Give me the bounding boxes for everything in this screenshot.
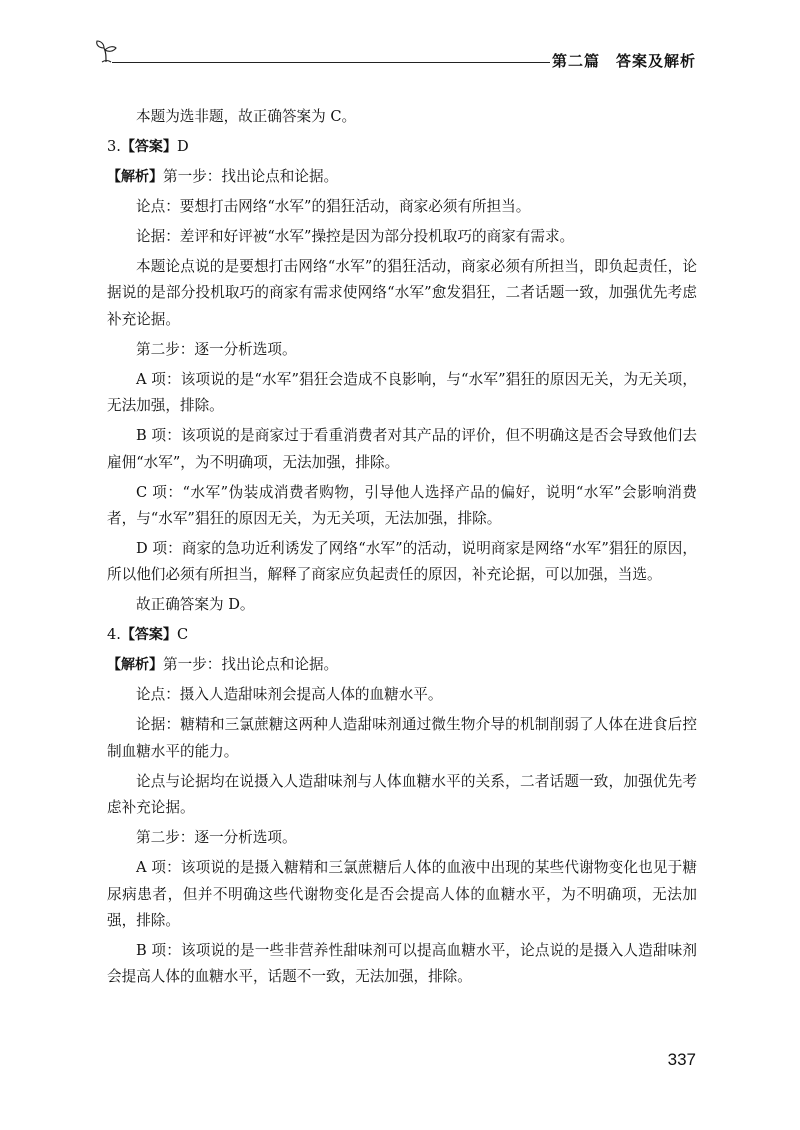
paragraph: 论据：差评和好评被“水军”操控是因为部分投机取巧的商家有需求。 <box>136 228 575 245</box>
paragraph <box>107 134 697 160</box>
paragraph: D 项：商家的急功近利诱发了网络“水军”的活动，说明商家是网络“水军”猖狂的原因，所以他们必须有所担当，解释了商家应负起责任的原因，补充论据，可以加强，当选。 <box>107 540 697 584</box>
paragraph-text: D <box>176 138 189 155</box>
paragraph: 故正确答案为 D。 <box>136 596 255 614</box>
paragraph: 论点与论据均在说摄入人造甜味剂与人体血糖水平的关系，二者话题一致，加强优先考虑补充论据。 <box>107 772 697 817</box>
question-number: 3. <box>107 138 121 155</box>
section-tag: 【答案】 <box>120 139 177 155</box>
header-rule <box>112 62 550 63</box>
page-number: 337 <box>667 1050 696 1069</box>
paragraph: A 项：该项说的是“水军”猖狂会造成不良影响，与“水军”猖狂的原因无关，为无关项，无法加强，排除。 <box>107 370 697 415</box>
paragraph: C 项：“水军”伪装成消费者购物，引导他人选择产品的偏好，说明“水军”会影响消费者，与“水军”猖狂的原因无关，为无关项，无法加强，排除。 <box>107 483 697 528</box>
page-header <box>90 38 700 72</box>
paragraph-text: 第一步：找出论点和论据。 <box>163 656 339 674</box>
paragraph: 论点：要想打击网络“水军”的猖狂活动，商家必须有所担当。 <box>136 198 531 215</box>
section-tag: 【解析】 <box>107 657 163 674</box>
section-tag: 【解析】 <box>107 169 163 185</box>
paragraph: B 项：该项说的是一些非营养性甜味剂可以提高血糖水平，论点说的是摄入人造甜味剂会提高人体的血糖水平，话题不一致，无法加强，排除。 <box>107 942 697 986</box>
paragraph: 论点：摄入人造甜味剂会提高人体的血糖水平。 <box>136 686 443 704</box>
answer-text-body <box>107 104 697 994</box>
paragraph: 第二步：逐一分析选项。 <box>136 340 297 358</box>
paragraph <box>107 164 697 190</box>
question-number: 4. <box>107 626 121 644</box>
section-tag: 【答案】 <box>120 627 177 644</box>
paragraph <box>107 652 697 678</box>
paragraph: B 项：该项说的是商家过于看重消费者对其产品的评价，但不明确这是否会导致他们去雇佣“水军”，为不明确项，无法加强，排除。 <box>107 427 697 471</box>
paragraph: A 项：该项说的是摄入糖精和三氯蔗糖后人体的血液中出现的某些代谢物变化也见于糖尿病患者，但并不明确这些代谢物变化是否会提高人体的血糖水平，为不明确项，无法加强，排除。 <box>107 859 697 930</box>
paragraph: 本题论点说的是要想打击网络“水军”的猖狂活动，商家必须有所担当，即负起责任，论据说的是部分投机取巧的商家有需求使网络“水军”愈发猖狂，二者话题一致，加强优先考虑补充论据。 <box>107 258 697 328</box>
paragraph-text: C <box>176 626 189 644</box>
paragraph <box>107 622 697 648</box>
section-title: 第二篇 答案及解析 <box>551 52 696 70</box>
paragraph: 第二步：逐一分析选项。 <box>136 829 297 847</box>
paragraph: 论据：糖精和三氯蔗糖这两种人造甜味剂通过微生物介导的机制削弱了人体在进食后控制血糖水平的能力。 <box>107 716 697 760</box>
paragraph-text: 第一步：找出论点和论据。 <box>163 168 339 185</box>
paragraph: 本题为选非题，故正确答案为 C。 <box>136 108 357 125</box>
